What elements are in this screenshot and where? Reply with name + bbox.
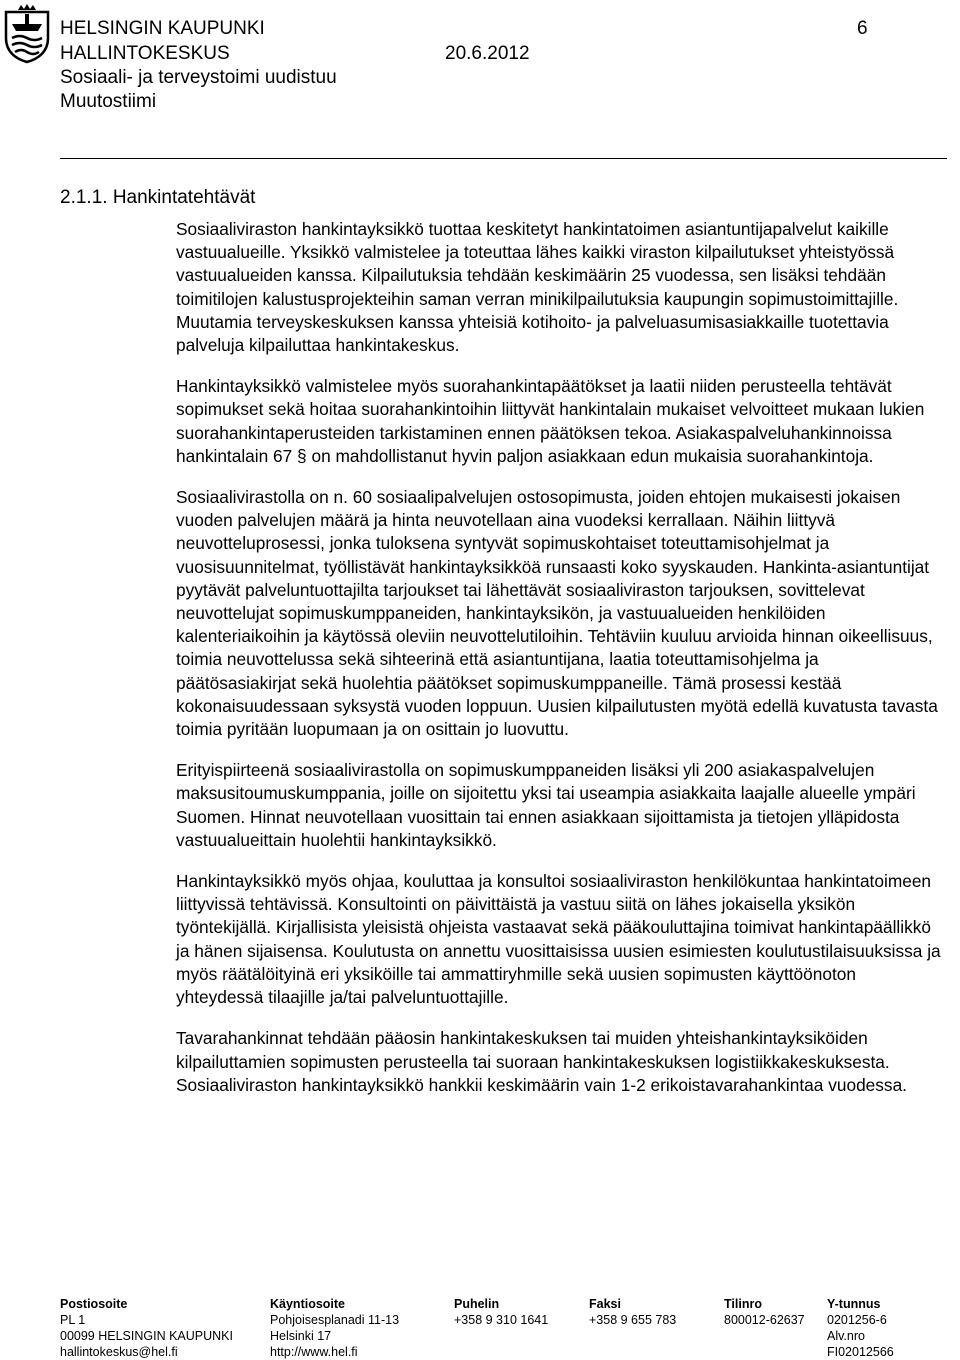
footer-heading: Y-tunnus xyxy=(827,1297,881,1311)
paragraph: Erityispiirteenä sosiaalivirastolla on sopimuskumppaneiden lisäksi yli 200 asiakaspalvelujen maksusitoumuskumppania, joille on sijoitettu yksi tai useampia asiakkaita laajalle alueelle ympäri Suomen. Hinnat neuvotellaan vuosittain tai ennen asiakkaan sijoittamista ja tietojen ylläpidosta vastuualueittain huolehtii hankintayksikkö. xyxy=(176,760,916,850)
footer-text: PL 1 xyxy=(60,1313,86,1327)
footer-text: Alv.nro xyxy=(827,1329,865,1343)
footer-text: FI02012566 xyxy=(827,1345,894,1359)
footer-text: 800012-62637 xyxy=(724,1313,805,1327)
footer-account-number xyxy=(724,1296,805,1328)
paragraph: Hankintayksikkö valmistelee myös suorahankintapäätökset ja laatii niiden perusteella tehtävät sopimukset sekä hoitaa suorahankintoihin liittyvät hankintalain mukaiset velvoitteet mukaan lukien suorahankintaperusteiden tarkistaminen ennen päätöksen tekoa. Asiakaspalveluhankinnoissa hankintalain 67 § on mahdollistanut hyvin paljon asiakkaan edun mukaisia suorahankintoja. xyxy=(176,376,925,466)
footer-email: hallintokeskus@hel.fi xyxy=(60,1345,178,1359)
footer-url: http://www.hel.fi xyxy=(270,1345,358,1359)
footer-text: 0201256-6 xyxy=(827,1313,887,1327)
header-team: Muutostiimi xyxy=(60,91,157,112)
footer-text: Helsinki 17 xyxy=(270,1329,332,1343)
footer-phone xyxy=(454,1296,548,1328)
footer-text: Pohjoisesplanadi 11-13 xyxy=(270,1313,400,1327)
header-divider xyxy=(60,158,947,159)
paragraph: Hankintayksikkö myös ohjaa, kouluttaa ja konsultoi sosiaaliviraston henkilökuntaa hankintatoimeen liittyvissä tehtävissä. Konsultointi on päivittäistä ja vastuu siitä on lähes jokaisella yksikön työntekijällä. Kirjallisista yleisistä ohjeista vastaavat sekä pääkouluttajina toimivat hankintapäällikkö ja hänen sijaisensa. Koulutusta on annettu vuosittaisissa uusien esimiesten koulutustilaisuuksissa ja myös räätälöityinä eri yksiköille tai ammattiryhmille sekä uusien sopimusten käyttöönoton yhteydessä tilaajille ja/tai palveluntuottajille. xyxy=(176,871,941,1008)
footer-text: 00099 HELSINGIN KAUPUNKI xyxy=(60,1329,233,1343)
footer-heading: Tilinro xyxy=(724,1297,762,1311)
footer-visiting-address xyxy=(270,1296,399,1360)
footer-text: +358 9 310 1641 xyxy=(454,1313,549,1327)
footer-heading: Puhelin xyxy=(454,1297,500,1311)
footer-business-id xyxy=(827,1296,894,1360)
header-project: Sosiaali- ja terveystoimi uudistuu xyxy=(60,67,337,88)
paragraph: Tavarahankinnat tehdään pääosin hankintakeskuksen tai muiden yhteishankintayksiköiden kilpailuttamien sopimusten perusteella tai suoraan hankintakeskuksen logistiikkakeskuksesta. Sosiaaliviraston hankintayksikkö hankkii keskimäärin vain 1-2 erikoistavarahankintaa vuodessa. xyxy=(176,1028,907,1095)
footer-heading: Faksi xyxy=(589,1297,621,1311)
footer-postal-address xyxy=(60,1296,233,1360)
footer-heading: Käyntiosoite xyxy=(270,1297,346,1311)
page-number: 6 xyxy=(857,18,868,39)
document-body xyxy=(176,218,942,1115)
footer-heading: Postiosoite xyxy=(60,1297,128,1311)
header-department: HALLINTOKESKUS xyxy=(60,43,230,64)
section-title: 2.1.1. Hankintatehtävät xyxy=(60,187,256,208)
paragraph: Sosiaaliviraston hankintayksikkö tuottaa keskitetyt hankintatoimen asiantuntijapalvelut kaikille vastuualueille. Yksikkö valmistelee ja toteuttaa lähes kaikki viraston kilpailutukset yhteistyössä vastuualueiden kanssa. Kilpailutuksia tehdään keskimäärin 25 vuodessa, sen lisäksi tehdään toimitilojen kalustusprojekteihin saman verran minikilpailutuksia kaupungin sopimustoimittajille. Muutamia terveyskeskuksen kanssa yhteisiä kotihoito- ja palveluasumisasiakkaille tuotettavia palveluja kilpailuttaa hankintakeskus. xyxy=(176,219,899,356)
footer-text: +358 9 655 783 xyxy=(589,1313,677,1327)
helsinki-coat-of-arms-logo xyxy=(2,4,52,64)
paragraph: Sosiaalivirastolla on n. 60 sosiaalipalvelujen ostosopimusta, joiden ehtojen mukaisesti jokaisen vuoden palvelujen määrä ja hinta neuvotellaan aina vuodeksi kerrallaan. Näihin liittyvä neuvotteluprosessi, jonka tuloksena syntyvät sopimuskohtaiset toteuttamisohjelmat ja vuosisuunnitelmat, työllistävät hankintayksikköä runsaasti koko syyskauden. Hankinta-asiantuntijat pyytävät palveluntuottajilta tarjoukset tai lähettävät sosiaaliviraston tarjouksen, sovittelevat neuvottelujat sopimuskumppaneiden, hankintayksikön, ja vastuualueiden henkilöiden kalenteriaikoihin ja käytössä oleviin neuvottelutiloihin. Tehtäviin kuuluu arvioida hinnan oikeellisuus, toimia neuvottelussa sekä sihteerinä että asiantuntijana, laatia toteuttamisohjelma ja päätösasiakirjat sekä huolehtia päätökset sopimuskumppaneille. Tämä prosessi kestää kokonaisuudessaan syksystä vuoden loppuun. Uusien kilpailutusten myötä edellä kuvatusta tavasta toimia pyritään luopumaan ja on osittain jo luovuttu. xyxy=(176,487,938,740)
header-org-name: HELSINGIN KAUPUNKI xyxy=(60,18,265,39)
header-date: 20.6.2012 xyxy=(445,43,530,64)
footer-fax xyxy=(589,1296,676,1328)
